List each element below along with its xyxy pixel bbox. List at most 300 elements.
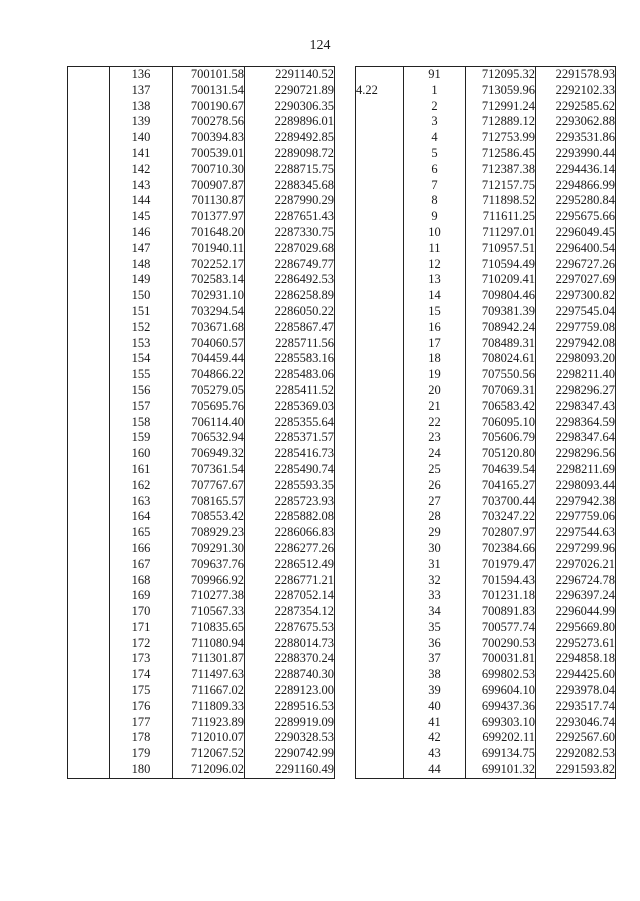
section-label-cell [68, 257, 110, 273]
table-row [68, 604, 335, 620]
section-label-cell [356, 225, 404, 241]
x-coordinate-cell: 706095.10 [466, 415, 536, 431]
section-label-cell [356, 351, 404, 367]
point-number-cell: 28 [404, 509, 466, 525]
x-coordinate-cell: 699802.53 [466, 667, 536, 683]
x-coordinate-cell: 709381.39 [466, 304, 536, 320]
table-row [356, 114, 616, 130]
point-number-cell: 29 [404, 525, 466, 541]
y-coordinate-cell: 2287354.12 [245, 604, 335, 620]
section-label-cell [356, 241, 404, 257]
table-row [68, 446, 335, 462]
y-coordinate-cell: 2287651.43 [245, 209, 335, 225]
y-coordinate-cell: 2298211.69 [536, 462, 616, 478]
point-number-cell: 20 [404, 383, 466, 399]
y-coordinate-cell: 2295280.84 [536, 193, 616, 209]
table-row [68, 430, 335, 446]
x-coordinate-cell: 702583.14 [173, 272, 245, 288]
x-coordinate-cell: 700539.01 [173, 146, 245, 162]
point-number-cell: 142 [110, 162, 173, 178]
point-number-cell: 12 [404, 257, 466, 273]
y-coordinate-cell: 2297544.63 [536, 525, 616, 541]
point-number-cell: 159 [110, 430, 173, 446]
y-coordinate-cell: 2298296.27 [536, 383, 616, 399]
table-row [68, 636, 335, 652]
table-row [68, 272, 335, 288]
table-row [356, 715, 616, 731]
point-number-cell: 163 [110, 494, 173, 510]
y-coordinate-cell: 2296724.78 [536, 573, 616, 589]
x-coordinate-cell: 703700.44 [466, 494, 536, 510]
y-coordinate-cell: 2293517.74 [536, 699, 616, 715]
y-coordinate-cell: 2291578.93 [536, 67, 616, 83]
table-row [356, 462, 616, 478]
section-label-cell [68, 573, 110, 589]
section-label-cell [356, 683, 404, 699]
table-row [68, 162, 335, 178]
table-row [356, 272, 616, 288]
y-coordinate-cell: 2295675.66 [536, 209, 616, 225]
x-coordinate-cell: 701231.18 [466, 588, 536, 604]
x-coordinate-cell: 712889.12 [466, 114, 536, 130]
y-coordinate-cell: 2285411.52 [245, 383, 335, 399]
table-row [68, 320, 335, 336]
x-coordinate-cell: 705279.05 [173, 383, 245, 399]
y-coordinate-cell: 2289098.72 [245, 146, 335, 162]
table-row [356, 257, 616, 273]
x-coordinate-cell: 702384.66 [466, 541, 536, 557]
y-coordinate-cell: 2297027.69 [536, 272, 616, 288]
y-coordinate-cell: 2285416.73 [245, 446, 335, 462]
section-label-cell [356, 730, 404, 746]
y-coordinate-cell: 2295669.80 [536, 620, 616, 636]
y-coordinate-cell: 2293062.88 [536, 114, 616, 130]
x-coordinate-cell: 712753.99 [466, 130, 536, 146]
y-coordinate-cell: 2285583.16 [245, 351, 335, 367]
y-coordinate-cell: 2297942.08 [536, 336, 616, 352]
y-coordinate-cell: 2291160.49 [245, 762, 335, 778]
y-coordinate-cell: 2293046.74 [536, 715, 616, 731]
y-coordinate-cell: 2296397.24 [536, 588, 616, 604]
table-row [356, 99, 616, 115]
point-number-cell: 136 [110, 67, 173, 83]
table-row [356, 367, 616, 383]
table-row [356, 320, 616, 336]
section-label-cell [356, 430, 404, 446]
section-label-cell [68, 178, 110, 194]
table-row [68, 683, 335, 699]
table-row [68, 762, 335, 778]
table-row [68, 494, 335, 510]
point-number-cell: 158 [110, 415, 173, 431]
section-label-cell [68, 415, 110, 431]
table-row [68, 746, 335, 762]
y-coordinate-cell: 2291140.52 [245, 67, 335, 83]
table-row [356, 415, 616, 431]
table-row [68, 304, 335, 320]
section-label-cell [68, 430, 110, 446]
section-label-cell [356, 67, 404, 83]
section-label-cell [356, 114, 404, 130]
x-coordinate-cell: 709966.92 [173, 573, 245, 589]
point-number-cell: 164 [110, 509, 173, 525]
point-number-cell: 141 [110, 146, 173, 162]
x-coordinate-cell: 708489.31 [466, 336, 536, 352]
point-number-cell: 14 [404, 288, 466, 304]
section-label-cell [68, 541, 110, 557]
table-row [68, 478, 335, 494]
point-number-cell: 148 [110, 257, 173, 273]
table-row [68, 83, 335, 99]
point-number-cell: 18 [404, 351, 466, 367]
point-number-cell: 160 [110, 446, 173, 462]
y-coordinate-cell: 2290721.89 [245, 83, 335, 99]
x-coordinate-cell: 710567.33 [173, 604, 245, 620]
point-number-cell: 30 [404, 541, 466, 557]
point-number-cell: 42 [404, 730, 466, 746]
section-label-cell [68, 399, 110, 415]
y-coordinate-cell: 2285490.74 [245, 462, 335, 478]
coordinate-table-left [67, 66, 335, 779]
y-coordinate-cell: 2292082.53 [536, 746, 616, 762]
section-label-cell [356, 462, 404, 478]
point-number-cell: 171 [110, 620, 173, 636]
y-coordinate-cell: 2291593.82 [536, 762, 616, 778]
section-label-cell [356, 509, 404, 525]
y-coordinate-cell: 2297026.21 [536, 557, 616, 573]
table-row [356, 494, 616, 510]
section-label-cell [356, 699, 404, 715]
table-row [68, 415, 335, 431]
section-label-cell [356, 288, 404, 304]
point-number-cell: 140 [110, 130, 173, 146]
table-row [68, 114, 335, 130]
x-coordinate-cell: 704060.57 [173, 336, 245, 352]
table-row [356, 478, 616, 494]
x-coordinate-cell: 701648.20 [173, 225, 245, 241]
x-coordinate-cell: 710957.51 [466, 241, 536, 257]
y-coordinate-cell: 2289896.01 [245, 114, 335, 130]
table-row [356, 178, 616, 194]
y-coordinate-cell: 2297759.08 [536, 320, 616, 336]
y-coordinate-cell: 2296727.26 [536, 257, 616, 273]
x-coordinate-cell: 713059.96 [466, 83, 536, 99]
point-number-cell: 10 [404, 225, 466, 241]
y-coordinate-cell: 2286258.89 [245, 288, 335, 304]
point-number-cell: 22 [404, 415, 466, 431]
table-row [68, 525, 335, 541]
point-number-cell: 167 [110, 557, 173, 573]
point-number-cell: 40 [404, 699, 466, 715]
x-coordinate-cell: 709637.76 [173, 557, 245, 573]
table-row [68, 699, 335, 715]
point-number-cell: 150 [110, 288, 173, 304]
point-number-cell: 169 [110, 588, 173, 604]
section-label-cell [356, 99, 404, 115]
x-coordinate-cell: 712010.07 [173, 730, 245, 746]
section-label-cell [68, 636, 110, 652]
section-label-cell [68, 288, 110, 304]
x-coordinate-cell: 700278.56 [173, 114, 245, 130]
table-row [356, 225, 616, 241]
point-number-cell: 178 [110, 730, 173, 746]
section-label-cell [68, 209, 110, 225]
section-label-cell [68, 225, 110, 241]
section-label-cell [356, 525, 404, 541]
point-number-cell: 7 [404, 178, 466, 194]
x-coordinate-cell: 710277.38 [173, 588, 245, 604]
point-number-cell: 2 [404, 99, 466, 115]
table-row [356, 446, 616, 462]
point-number-cell: 34 [404, 604, 466, 620]
point-number-cell: 143 [110, 178, 173, 194]
table-row [356, 241, 616, 257]
table-row [68, 146, 335, 162]
table-row [68, 257, 335, 273]
x-coordinate-cell: 699134.75 [466, 746, 536, 762]
y-coordinate-cell: 2296044.99 [536, 604, 616, 620]
x-coordinate-cell: 699101.32 [466, 762, 536, 778]
point-number-cell: 138 [110, 99, 173, 115]
y-coordinate-cell: 2297299.96 [536, 541, 616, 557]
y-coordinate-cell: 2298364.59 [536, 415, 616, 431]
section-label-cell [356, 367, 404, 383]
x-coordinate-cell: 710835.65 [173, 620, 245, 636]
section-label-cell [68, 351, 110, 367]
point-number-cell: 175 [110, 683, 173, 699]
point-number-cell: 44 [404, 762, 466, 778]
coordinate-table-right [355, 66, 616, 779]
y-coordinate-cell: 2298093.20 [536, 351, 616, 367]
table-row [356, 288, 616, 304]
point-number-cell: 6 [404, 162, 466, 178]
y-coordinate-cell: 2293531.86 [536, 130, 616, 146]
page-number: 124 [309, 38, 331, 53]
section-label-cell [356, 588, 404, 604]
x-coordinate-cell: 707767.67 [173, 478, 245, 494]
x-coordinate-cell: 702252.17 [173, 257, 245, 273]
point-number-cell: 11 [404, 241, 466, 257]
point-number-cell: 165 [110, 525, 173, 541]
y-coordinate-cell: 2285371.57 [245, 430, 335, 446]
table-row [68, 667, 335, 683]
y-coordinate-cell: 2288014.73 [245, 636, 335, 652]
section-label-cell [356, 651, 404, 667]
x-coordinate-cell: 707361.54 [173, 462, 245, 478]
x-coordinate-cell: 710209.41 [466, 272, 536, 288]
y-coordinate-cell: 2288345.68 [245, 178, 335, 194]
y-coordinate-cell: 2298347.64 [536, 430, 616, 446]
point-number-cell: 15 [404, 304, 466, 320]
section-label-cell [68, 746, 110, 762]
table-row [356, 667, 616, 683]
x-coordinate-cell: 708942.24 [466, 320, 536, 336]
y-coordinate-cell: 2298211.40 [536, 367, 616, 383]
point-number-cell: 33 [404, 588, 466, 604]
section-label-cell [68, 525, 110, 541]
x-coordinate-cell: 700907.87 [173, 178, 245, 194]
y-coordinate-cell: 2287330.75 [245, 225, 335, 241]
point-number-cell: 27 [404, 494, 466, 510]
section-label-cell: 4.22 [356, 83, 404, 99]
x-coordinate-cell: 706949.32 [173, 446, 245, 462]
table-row [68, 336, 335, 352]
point-number-cell: 172 [110, 636, 173, 652]
y-coordinate-cell: 2285711.56 [245, 336, 335, 352]
y-coordinate-cell: 2294425.60 [536, 667, 616, 683]
section-label-cell [68, 383, 110, 399]
y-coordinate-cell: 2289516.53 [245, 699, 335, 715]
section-label-cell [68, 620, 110, 636]
x-coordinate-cell: 712586.45 [466, 146, 536, 162]
section-label-cell [68, 494, 110, 510]
y-coordinate-cell: 2288715.75 [245, 162, 335, 178]
section-label-cell [356, 146, 404, 162]
x-coordinate-cell: 700101.58 [173, 67, 245, 83]
table-row [356, 304, 616, 320]
x-coordinate-cell: 703247.22 [466, 509, 536, 525]
table-row [68, 288, 335, 304]
section-label-cell [356, 446, 404, 462]
table-row [356, 651, 616, 667]
y-coordinate-cell: 2285369.03 [245, 399, 335, 415]
y-coordinate-cell: 2285593.35 [245, 478, 335, 494]
point-number-cell: 5 [404, 146, 466, 162]
point-number-cell: 157 [110, 399, 173, 415]
y-coordinate-cell: 2298347.43 [536, 399, 616, 415]
table-row [68, 130, 335, 146]
point-number-cell: 162 [110, 478, 173, 494]
x-coordinate-cell: 701377.97 [173, 209, 245, 225]
x-coordinate-cell: 708929.23 [173, 525, 245, 541]
y-coordinate-cell: 2290328.53 [245, 730, 335, 746]
section-label-cell [68, 241, 110, 257]
section-label-cell [356, 193, 404, 209]
y-coordinate-cell: 2289919.09 [245, 715, 335, 731]
point-number-cell: 25 [404, 462, 466, 478]
y-coordinate-cell: 2295273.61 [536, 636, 616, 652]
y-coordinate-cell: 2285723.93 [245, 494, 335, 510]
y-coordinate-cell: 2286512.49 [245, 557, 335, 573]
point-number-cell: 38 [404, 667, 466, 683]
x-coordinate-cell: 709804.46 [466, 288, 536, 304]
x-coordinate-cell: 706114.40 [173, 415, 245, 431]
y-coordinate-cell: 2294866.99 [536, 178, 616, 194]
y-coordinate-cell: 2294858.18 [536, 651, 616, 667]
x-coordinate-cell: 701940.11 [173, 241, 245, 257]
table-row [68, 225, 335, 241]
x-coordinate-cell: 705120.80 [466, 446, 536, 462]
point-number-cell: 24 [404, 446, 466, 462]
section-label-cell [68, 557, 110, 573]
table-row [68, 715, 335, 731]
section-label-cell [356, 762, 404, 778]
section-label-cell [356, 620, 404, 636]
point-number-cell: 151 [110, 304, 173, 320]
point-number-cell: 176 [110, 699, 173, 715]
point-number-cell: 37 [404, 651, 466, 667]
coordinate-table-left-body [68, 67, 335, 779]
table-row [356, 746, 616, 762]
point-number-cell: 8 [404, 193, 466, 209]
table-row [356, 430, 616, 446]
point-number-cell: 168 [110, 573, 173, 589]
point-number-cell: 32 [404, 573, 466, 589]
section-label-cell [68, 272, 110, 288]
point-number-cell: 26 [404, 478, 466, 494]
point-number-cell: 137 [110, 83, 173, 99]
y-coordinate-cell: 2287029.68 [245, 241, 335, 257]
y-coordinate-cell: 2292567.60 [536, 730, 616, 746]
y-coordinate-cell: 2294436.14 [536, 162, 616, 178]
x-coordinate-cell: 712157.75 [466, 178, 536, 194]
section-label-cell [356, 573, 404, 589]
x-coordinate-cell: 711809.33 [173, 699, 245, 715]
x-coordinate-cell: 700131.54 [173, 83, 245, 99]
table-row [356, 399, 616, 415]
point-number-cell: 152 [110, 320, 173, 336]
table-row [68, 620, 335, 636]
x-coordinate-cell: 707550.56 [466, 367, 536, 383]
section-label-cell [356, 746, 404, 762]
x-coordinate-cell: 712991.24 [466, 99, 536, 115]
section-label-cell [356, 667, 404, 683]
table-row [68, 509, 335, 525]
table-row [356, 209, 616, 225]
section-label-cell [356, 178, 404, 194]
section-label-cell [68, 114, 110, 130]
point-number-cell: 13 [404, 272, 466, 288]
table-row [68, 193, 335, 209]
table-row [68, 588, 335, 604]
x-coordinate-cell: 699604.10 [466, 683, 536, 699]
y-coordinate-cell: 2288370.24 [245, 651, 335, 667]
point-number-cell: 16 [404, 320, 466, 336]
y-coordinate-cell: 2286771.21 [245, 573, 335, 589]
point-number-cell: 139 [110, 114, 173, 130]
section-label-cell [68, 193, 110, 209]
section-label-cell [68, 99, 110, 115]
section-label-cell [356, 636, 404, 652]
section-label-cell [68, 304, 110, 320]
point-number-cell: 31 [404, 557, 466, 573]
point-number-cell: 146 [110, 225, 173, 241]
x-coordinate-cell: 701979.47 [466, 557, 536, 573]
point-number-cell: 170 [110, 604, 173, 620]
x-coordinate-cell: 711667.02 [173, 683, 245, 699]
y-coordinate-cell: 2298296.56 [536, 446, 616, 462]
y-coordinate-cell: 2285882.08 [245, 509, 335, 525]
section-label-cell [356, 478, 404, 494]
table-row [356, 162, 616, 178]
section-label-cell [356, 272, 404, 288]
point-number-cell: 145 [110, 209, 173, 225]
y-coordinate-cell: 2285483.06 [245, 367, 335, 383]
y-coordinate-cell: 2293990.44 [536, 146, 616, 162]
section-label-cell [68, 683, 110, 699]
section-label-cell [356, 320, 404, 336]
table-row [356, 762, 616, 778]
x-coordinate-cell: 703671.68 [173, 320, 245, 336]
x-coordinate-cell: 706532.94 [173, 430, 245, 446]
x-coordinate-cell: 700577.74 [466, 620, 536, 636]
table-row [356, 67, 616, 83]
table-row [356, 383, 616, 399]
x-coordinate-cell: 708553.42 [173, 509, 245, 525]
table-row [68, 367, 335, 383]
section-label-cell [68, 588, 110, 604]
x-coordinate-cell: 703294.54 [173, 304, 245, 320]
